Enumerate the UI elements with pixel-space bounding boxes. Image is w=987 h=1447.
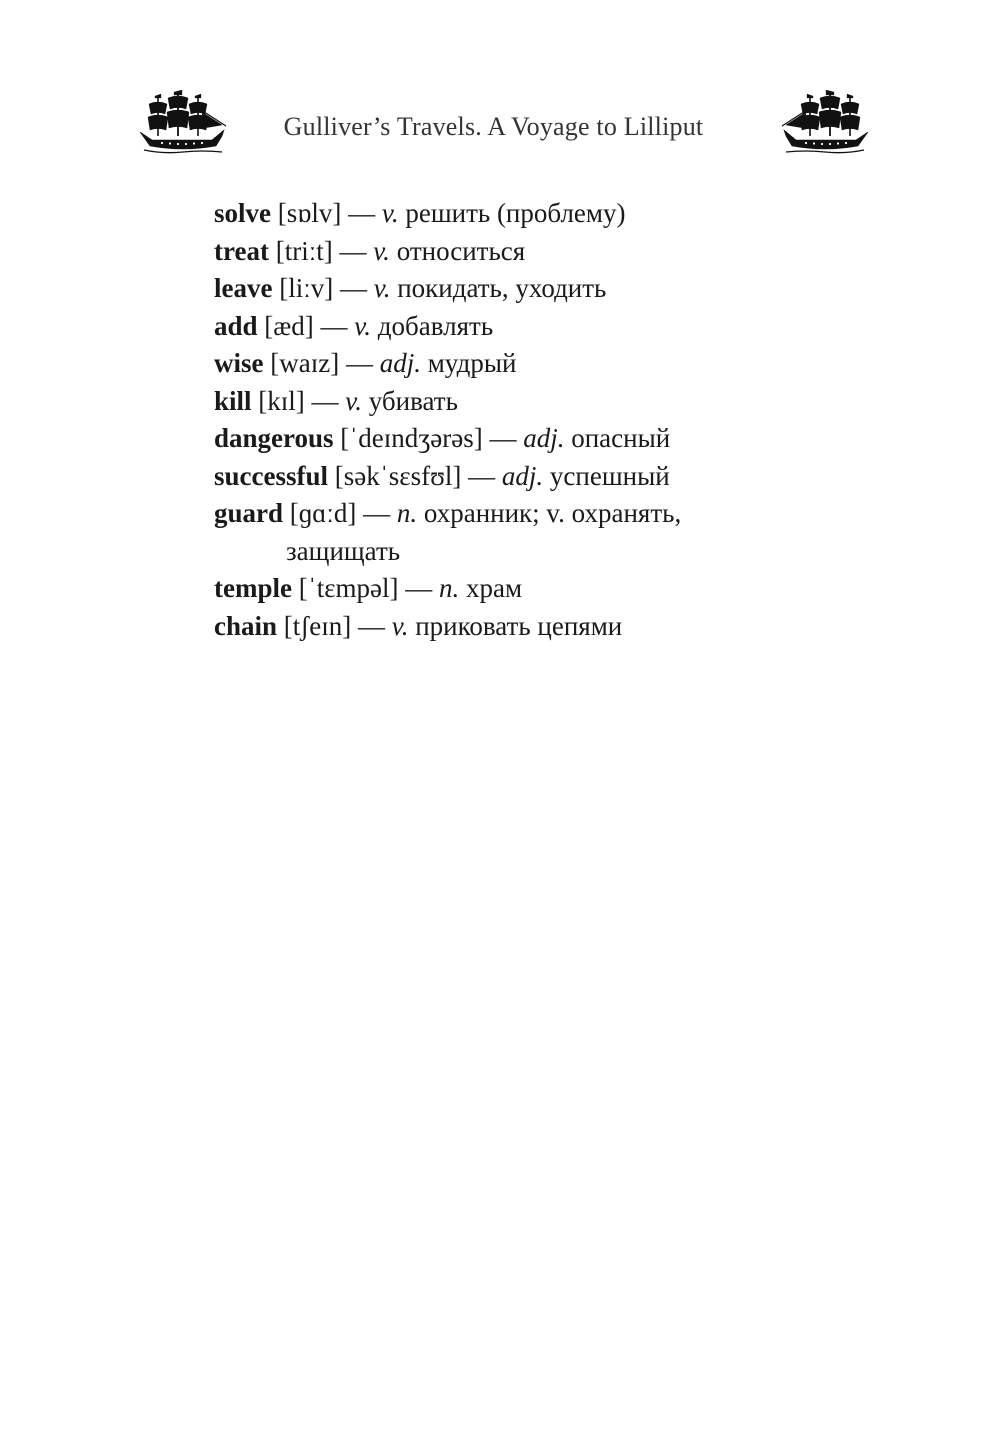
vocab-part-of-speech: v.: [345, 385, 363, 416]
vocab-word: kill: [214, 385, 252, 416]
vocab-transcription: [æd]: [264, 310, 314, 341]
vocab-part-of-speech: adj.: [379, 348, 421, 378]
vocab-entry: [214, 420, 774, 458]
vocab-translation: успешный: [549, 460, 670, 491]
vocab-dash: —: [345, 348, 373, 378]
vocab-translation-continuation: защищать: [286, 535, 401, 566]
vocab-translation: храм: [466, 573, 523, 603]
vocab-part-of-speech: v.: [381, 198, 399, 228]
vocab-translation: решить (проблему): [405, 198, 626, 228]
vocab-dash: —: [339, 235, 367, 266]
vocab-part-of-speech: n.: [439, 573, 460, 603]
vocab-translation: добавлять: [377, 310, 494, 341]
vocab-word: chain: [214, 610, 278, 641]
vocab-transcription: [kɪl]: [258, 385, 305, 416]
vocab-part-of-speech: v.: [373, 273, 391, 303]
vocabulary-list: [214, 195, 774, 645]
vocab-word: guard: [214, 498, 284, 528]
running-head-title: Gulliver’s Travels. A Voyage to Lilliput: [283, 112, 704, 141]
vocab-word: solve: [214, 198, 271, 228]
vocab-transcription: [ˈdeɪndʒərəs]: [340, 423, 483, 453]
vocab-dash: —: [348, 198, 376, 228]
vocab-transcription: [ˈtɛmpəl]: [298, 573, 399, 603]
vocab-entry: [214, 270, 774, 308]
vocab-word: leave: [214, 273, 273, 303]
vocab-transcription: [tʃeɪn]: [283, 610, 352, 641]
vocab-dash: —: [311, 385, 339, 416]
vocab-dash: —: [489, 423, 517, 453]
vocab-translation: опасный: [571, 423, 671, 453]
vocab-translation: убивать: [368, 385, 458, 416]
vocab-dash: —: [339, 273, 367, 303]
vocab-part-of-speech: adj.: [501, 460, 544, 491]
vocab-translation: приковать цепями: [415, 610, 623, 641]
vocab-transcription: [səkˈsɛsfʊl]: [334, 460, 462, 491]
vocab-dash: —: [468, 460, 496, 491]
vocab-part-of-speech: adj.: [523, 423, 565, 453]
vocab-entry: [214, 570, 774, 608]
vocab-entry: [214, 195, 774, 233]
vocab-dash: —: [363, 498, 391, 528]
vocab-word: treat: [214, 235, 269, 266]
vocab-dash: —: [358, 610, 385, 641]
vocab-translation: относиться: [396, 235, 526, 266]
vocab-part-of-speech: v.: [354, 310, 372, 341]
vocab-word: temple: [214, 573, 292, 603]
vocab-entry: [214, 345, 774, 383]
vocab-translation: охранник; v. охранять,: [423, 498, 682, 528]
vocab-word: wise: [214, 348, 264, 378]
vocab-part-of-speech: n.: [396, 498, 418, 528]
vocab-word: successful: [214, 460, 328, 491]
vocab-translation: мудрый: [427, 348, 517, 378]
page-header: [0, 0, 987, 170]
vocab-entry: [214, 308, 774, 346]
vocab-part-of-speech: v.: [373, 235, 390, 266]
vocab-entry: [214, 458, 774, 496]
vocab-entry: [214, 608, 774, 646]
vocab-transcription: [liːv]: [279, 273, 334, 303]
vocab-entry: [214, 233, 774, 271]
vocab-entry: [214, 383, 774, 421]
vocab-word: add: [214, 310, 258, 341]
vocab-transcription: [ɡɑːd]: [289, 498, 357, 528]
vocab-transcription: [waɪz]: [270, 348, 340, 378]
ship-icon: [780, 90, 870, 156]
vocab-entry: [214, 495, 774, 570]
vocab-dash: —: [405, 573, 433, 603]
vocab-transcription: [sɒlv]: [277, 198, 342, 228]
vocab-dash: —: [320, 310, 348, 341]
vocab-translation: покидать, уходить: [397, 273, 607, 303]
vocab-word: dangerous: [214, 423, 334, 453]
vocab-part-of-speech: v.: [391, 610, 409, 641]
vocab-transcription: [triːt]: [275, 235, 333, 266]
